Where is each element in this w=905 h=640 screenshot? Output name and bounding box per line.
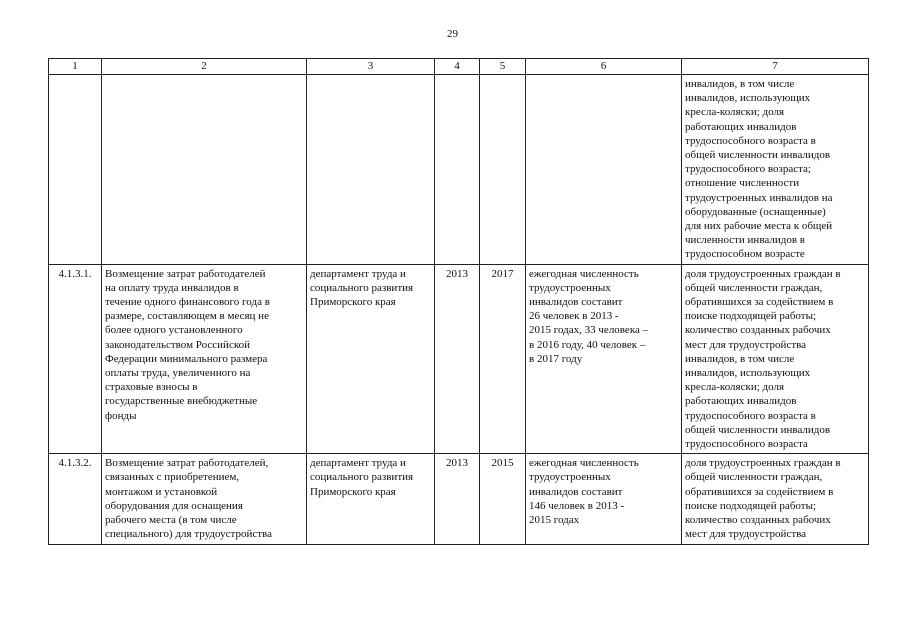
- activity-name: Возмещение затрат работодателей на оплату труда инвалидов в течение одного финансового года в размере, составляющем в месяц не более одного установленного законодательством Российской Федерации минимального размера оплаты труда, увеличенного на страховые взносы в государственные внебюджетные фонды: [102, 264, 307, 454]
- header-col-6: 6: [526, 59, 682, 75]
- start-year: [435, 75, 480, 265]
- executor: [307, 75, 435, 265]
- end-year: 2017: [480, 264, 526, 454]
- indicators: доля трудоустроенных граждан в общей численности граждан, обратившихся за содействием в поиске подходящей работы; количество созданных рабочих мест для трудоустройства: [682, 454, 869, 544]
- program-activities-table: [48, 58, 869, 545]
- table-header-row: [49, 59, 869, 75]
- header-col-4: 4: [435, 59, 480, 75]
- executor: департамент труда и социального развития Приморского края: [307, 264, 435, 454]
- header-col-3: 3: [307, 59, 435, 75]
- activity-name: Возмещение затрат работодателей, связанных с приобретением, монтажом и установкой оборудования для оснащения рабочего места (в том числе специального) для трудоустройства: [102, 454, 307, 544]
- executor: департамент труда и социального развития Приморского края: [307, 454, 435, 544]
- header-col-1: 1: [49, 59, 102, 75]
- start-year: 2013: [435, 454, 480, 544]
- header-col-7: 7: [682, 59, 869, 75]
- row-number: [49, 75, 102, 265]
- end-year: 2015: [480, 454, 526, 544]
- header-col-5: 5: [480, 59, 526, 75]
- row-number: 4.1.3.2.: [49, 454, 102, 544]
- expected-result: [526, 75, 682, 265]
- start-year: 2013: [435, 264, 480, 454]
- table-row: [49, 264, 869, 454]
- page-number: 29: [447, 28, 458, 40]
- row-number: 4.1.3.1.: [49, 264, 102, 454]
- indicators: инвалидов, в том числе инвалидов, использующих кресла-коляски; доля работающих инвалидов трудоспособного возраста в общей численности инвалидов трудоспособного возраста; отношение численности трудоустроенных инвалидов на оборудованные (оснащенные) для них рабочие места к общей численности инвалидов в трудоспособном возрасте: [682, 75, 869, 265]
- table-row: [49, 75, 869, 265]
- end-year: [480, 75, 526, 265]
- indicators: доля трудоустроенных граждан в общей численности граждан, обратившихся за содействием в поиске подходящей работы; количество созданных рабочих мест для трудоустройства инвалидов, в том числе инвалидов, использующих кресла-коляски; доля работающих инвалидов трудоспособного возраста в общей численности инвалидов трудоспособного возраста: [682, 264, 869, 454]
- activity-name: [102, 75, 307, 265]
- header-col-2: 2: [102, 59, 307, 75]
- expected-result: ежегодная численность трудоустроенных инвалидов составит 146 человек в 2013 - 2015 годах: [526, 454, 682, 544]
- expected-result: ежегодная численность трудоустроенных инвалидов составит 26 человек в 2013 - 2015 годах, 33 человека – в 2016 году, 40 человек – в 2017 году: [526, 264, 682, 454]
- table-row: [49, 454, 869, 544]
